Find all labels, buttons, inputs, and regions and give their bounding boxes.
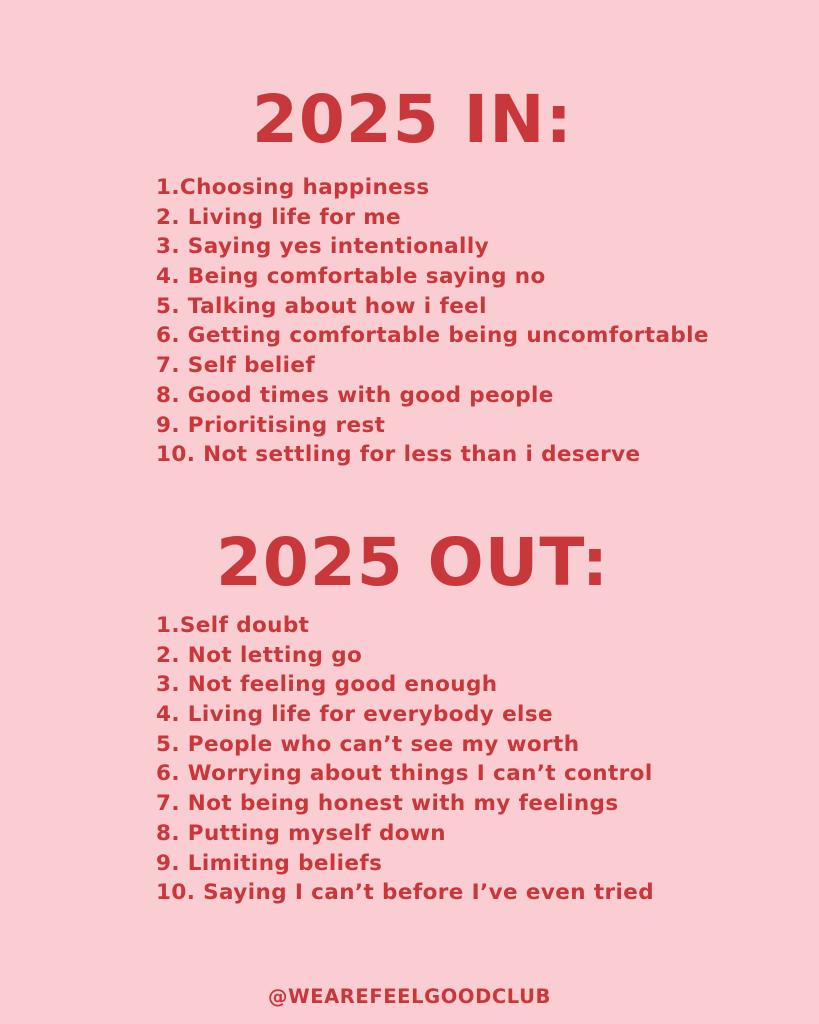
out-list-item: 6. Worrying about things I can’t control xyxy=(156,761,653,787)
out-list-item: 1.Self doubt xyxy=(156,613,310,638)
out-list-item: 3. Not feeling good enough xyxy=(156,672,498,698)
out-list-item: 8. Putting myself down xyxy=(156,820,446,846)
in-list-item: 8. Good times with good people xyxy=(156,382,554,408)
out-list-item: 5. People who can’t see my worth xyxy=(156,731,580,757)
out-heading: 2025 OUT: xyxy=(216,524,610,601)
out-list-item: 10. Saying I can’t before I’ve even tried xyxy=(156,880,655,906)
in-list-item: 4. Being comfortable saying no xyxy=(156,264,546,290)
in-list-item: 9. Prioritising rest xyxy=(156,412,386,438)
in-list-item: 10. Not settling for less than i deserve xyxy=(156,442,641,468)
in-list-item: 7. Self belief xyxy=(156,353,316,379)
out-list-item: 7. Not being honest with my feelings xyxy=(156,791,619,817)
in-list-item: 1.Choosing happiness xyxy=(156,175,430,200)
in-list xyxy=(156,173,709,470)
out-list-item: 4. Living life for everybody else xyxy=(156,702,553,728)
in-list-item: 6. Getting comfortable being uncomfortable xyxy=(156,323,709,349)
in-list-item: 5. Talking about how i feel xyxy=(156,293,487,319)
out-list-item: 9. Limiting beliefs xyxy=(156,850,383,876)
in-list-item: 2. Living life for me xyxy=(156,204,402,230)
out-list xyxy=(156,611,654,908)
out-list-item: 2. Not letting go xyxy=(156,642,363,668)
footer-handle: @WEAREFEELGOODCLUB xyxy=(267,985,552,1008)
in-list-item: 3. Saying yes intentionally xyxy=(156,234,490,260)
in-heading: 2025 IN: xyxy=(252,81,573,158)
